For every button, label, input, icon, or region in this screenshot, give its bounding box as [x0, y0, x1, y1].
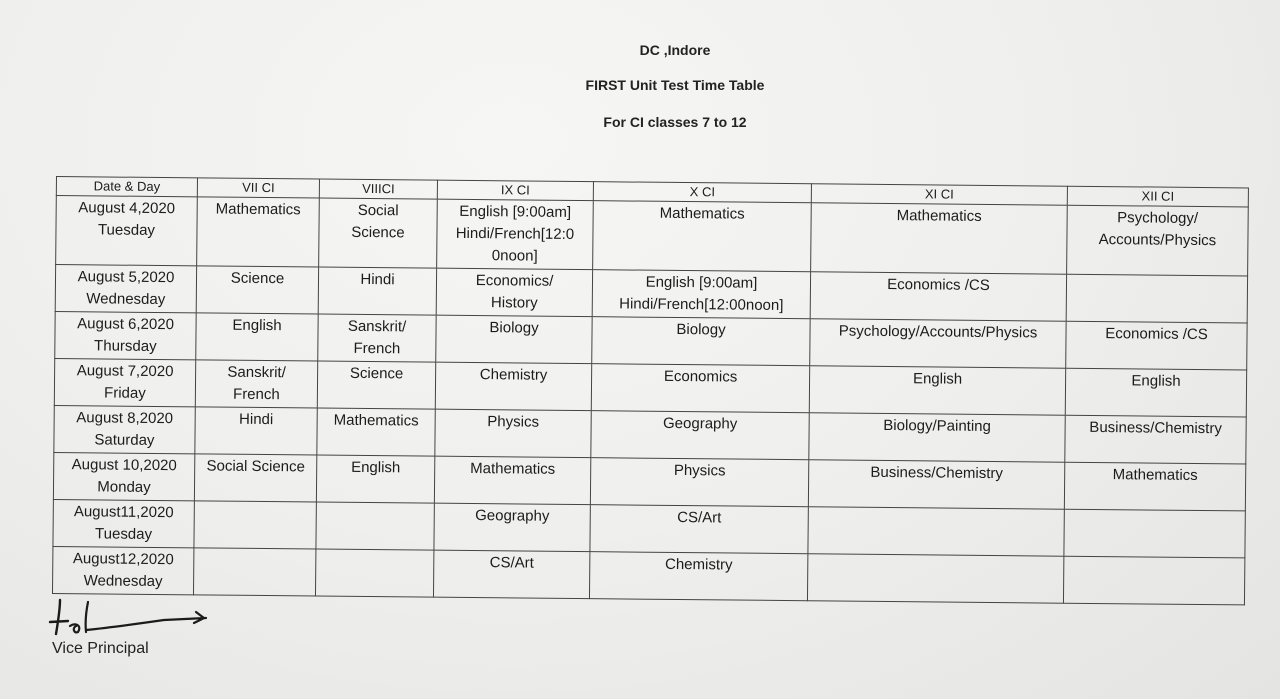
subject-cell — [194, 454, 316, 502]
subject-cell — [591, 364, 809, 413]
subject-cell — [810, 272, 1066, 321]
exam-date: August 7,2020 — [76, 362, 174, 381]
subject-cell — [195, 360, 317, 408]
subject-line: Social — [357, 201, 399, 220]
subject-line: Hindi/French[12:00noon] — [619, 295, 784, 314]
exam-day: Thursday — [94, 337, 157, 355]
exam-day: Monday — [97, 478, 151, 496]
subject-cell — [808, 507, 1064, 556]
document-title: FIRST Unit Test Time Table — [585, 77, 765, 93]
subject-line: Business/Chemistry — [1089, 418, 1222, 438]
subject-cell — [436, 315, 592, 363]
subject-cell — [193, 548, 315, 596]
subject-line: English — [351, 458, 401, 477]
date-cell — [52, 546, 193, 594]
subject-cell — [195, 407, 317, 455]
subject-line: Social Science — [206, 457, 305, 476]
subject-line: Sanskrit/ — [347, 317, 407, 336]
subject-cell — [591, 411, 809, 460]
date-cell — [53, 499, 194, 547]
exam-date: August 10,2020 — [71, 456, 177, 475]
subject-cell — [319, 198, 438, 268]
subject-line: Mathematics — [470, 459, 556, 478]
subject-line: Science — [230, 269, 285, 288]
subject-cell — [316, 502, 434, 550]
subject-cell — [1065, 415, 1246, 464]
subject-line: Hindi — [238, 410, 274, 429]
document-subtitle: For CI classes 7 to 12 — [603, 114, 747, 130]
subject-line: English — [912, 370, 963, 388]
subject-cell — [590, 458, 808, 507]
subject-line: Geography — [475, 507, 550, 525]
subject-cell — [808, 460, 1064, 509]
subject-cell — [811, 203, 1068, 274]
subject-cell — [318, 314, 436, 362]
exam-day: Tuesday — [94, 525, 153, 543]
subject-line: Economics/ — [475, 272, 554, 290]
subject-line: Accounts/Physics — [1098, 231, 1217, 250]
subject-line: Chemistry — [664, 555, 733, 574]
column-header: X CI — [593, 182, 811, 203]
subject-cell — [809, 366, 1065, 415]
subject-cell — [197, 197, 320, 267]
subject-cell — [317, 408, 435, 456]
subject-cell — [1063, 556, 1244, 605]
subject-line: Physics — [673, 461, 726, 480]
date-cell — [54, 405, 195, 453]
subject-cell — [589, 552, 807, 601]
subject-cell — [1067, 205, 1249, 276]
subject-cell — [434, 503, 590, 551]
subject-cell — [194, 501, 316, 549]
subject-line: French — [353, 339, 401, 358]
table-row — [56, 196, 1249, 276]
subject-line: Physics — [487, 413, 540, 431]
subject-cell — [318, 267, 436, 315]
date-cell — [55, 311, 196, 359]
subject-cell — [590, 505, 808, 554]
column-header: XII CI — [1067, 186, 1248, 207]
exam-day: Wednesday — [86, 290, 166, 309]
subject-line: Biology — [676, 320, 726, 339]
subject-cell — [1066, 321, 1247, 370]
subject-line: Sanskrit/ — [227, 363, 286, 382]
date-cell — [53, 452, 194, 500]
subject-cell — [807, 554, 1063, 603]
subject-line: Hindi/French[12:0 — [455, 224, 575, 243]
column-header: XI CI — [811, 184, 1067, 205]
subject-cell — [435, 362, 591, 410]
exam-date: August11,2020 — [73, 503, 174, 522]
subject-line: Economics — [663, 367, 738, 386]
subject-cell — [809, 413, 1065, 462]
subject-line: English [9:00am] — [459, 202, 572, 221]
subject-cell — [593, 201, 812, 272]
timetable — [52, 176, 1249, 605]
subject-cell — [1064, 462, 1245, 511]
subject-cell — [316, 455, 434, 503]
column-header: VIIICI — [319, 179, 437, 199]
subject-line: Economics /CS — [887, 275, 990, 294]
exam-day: Tuesday — [97, 221, 156, 239]
date-cell — [55, 265, 196, 313]
subject-line: Mathematics — [659, 204, 745, 223]
subject-cell — [1065, 368, 1246, 417]
column-header: VII CI — [197, 178, 319, 198]
subject-line: Economics /CS — [1105, 325, 1208, 344]
subject-line: CS/Art — [489, 554, 534, 572]
subject-line: Biology — [489, 319, 539, 337]
timetable-body — [52, 196, 1248, 605]
subject-cell — [592, 270, 810, 319]
exam-day: Wednesday — [83, 572, 163, 591]
school-name: DC ,Indore — [639, 42, 711, 58]
subject-line: CS/Art — [677, 508, 722, 527]
exam-date: August12,2020 — [72, 550, 174, 569]
subject-line: Chemistry — [479, 366, 548, 384]
column-header: IX CI — [437, 180, 593, 200]
subject-line: English — [1131, 372, 1181, 390]
exam-date: August 4,2020 — [78, 199, 176, 218]
subject-cell — [1064, 509, 1245, 558]
subject-cell — [436, 268, 592, 316]
subject-line: Mathematics — [1112, 466, 1198, 484]
signature — [46, 596, 216, 640]
subject-cell — [196, 266, 318, 314]
subject-line: Psychology/Accounts/Physics — [838, 322, 1038, 342]
subject-line: 0noon] — [491, 247, 538, 265]
subject-line: English [9:00am] — [645, 273, 758, 292]
signatory-label: Vice Principal — [52, 640, 149, 657]
subject-cell — [810, 319, 1066, 368]
subject-line: Science — [349, 364, 404, 383]
subject-cell — [592, 317, 810, 366]
subject-line: Mathematics — [333, 411, 419, 430]
subject-cell — [317, 361, 435, 409]
subject-line: French — [232, 385, 280, 404]
exam-day: Friday — [103, 384, 146, 402]
date-cell — [56, 196, 198, 266]
exam-day: Saturday — [94, 431, 155, 449]
exam-date: August 6,2020 — [77, 315, 175, 334]
exam-date: August 5,2020 — [77, 268, 175, 287]
subject-cell — [1066, 274, 1247, 323]
column-header: Date & Day — [56, 177, 197, 197]
exam-date: August 8,2020 — [76, 409, 174, 428]
subject-cell — [437, 199, 594, 269]
subject-line: Mathematics — [215, 200, 301, 219]
subject-cell — [196, 313, 318, 361]
subject-line: Hindi — [360, 270, 395, 289]
subject-line: Business/Chemistry — [870, 463, 1004, 483]
subject-cell — [435, 409, 591, 457]
subject-line: Science — [351, 223, 405, 242]
subject-cell — [315, 549, 433, 597]
date-cell — [54, 358, 195, 406]
subject-cell — [433, 550, 589, 598]
subject-line: English — [232, 316, 282, 335]
subject-cell — [434, 456, 590, 504]
subject-line: Geography — [662, 414, 738, 433]
subject-line: Psychology/ — [1117, 209, 1199, 227]
subject-line: Biology/Painting — [883, 416, 992, 435]
subject-line: Mathematics — [896, 207, 982, 225]
subject-line: History — [490, 294, 538, 312]
